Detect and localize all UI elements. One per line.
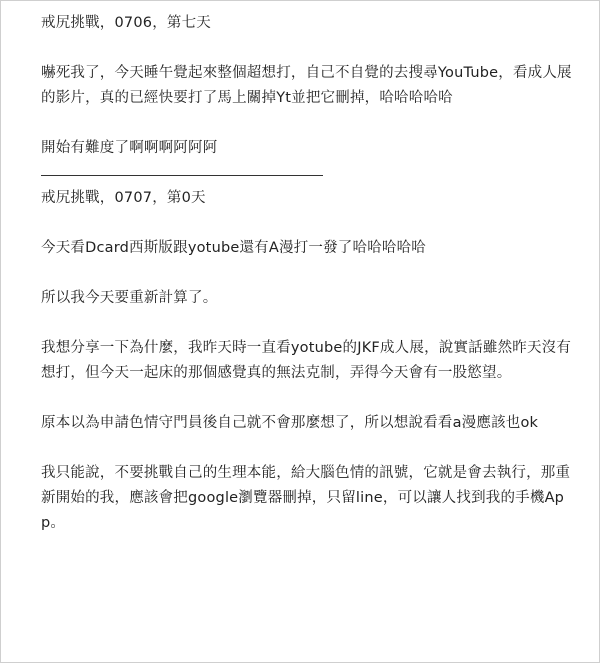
separator-line [41, 175, 323, 176]
paragraph-gap [41, 111, 579, 136]
paragraph-gap [41, 211, 579, 236]
paragraph-gatekeeper: 原本以為申請色情守門員後自己就不會那麼想了，所以想說看看a漫應該也ok [41, 415, 539, 431]
paragraph-gap [41, 261, 579, 286]
paragraph-0707-relapse: 今天看Dcard西斯版跟yotube還有A漫打一發了哈哈哈哈哈 [41, 240, 427, 256]
paragraph-recount: 所以我今天要重新計算了。 [41, 290, 218, 306]
paragraph-gap [41, 36, 579, 61]
diary-heading-0706: 戒尻挑戰，0706，第七天 [41, 15, 212, 31]
paragraph-gap [41, 386, 579, 411]
paragraph-reason: 我想分享一下為什麼，我昨天時一直看yotube的JKF成人展，說實話雖然昨天沒有想打，但今天一起床的那個感覺真的無法克制，弄得今天會有一股慾望。 [41, 340, 572, 381]
paragraph-conclusion: 我只能說，不要挑戰自己的生理本能，給大腦色情的訊號，它就是會去執行，那重新開始的我，應該會把google瀏覽器刪掉，只留line，可以讓人找到我的手機App。 [41, 465, 571, 531]
paragraph-0706-story: 嚇死我了，今天睡午覺起來整個超想打，自己不自覺的去搜尋YouTube，看成人展的影片，真的已經快要打了馬上關掉Yt並把它刪掉，哈哈哈哈哈 [41, 65, 572, 106]
paragraph-0706-difficulty: 開始有難度了啊啊啊阿阿阿 [41, 140, 218, 156]
diary-heading-0707: 戒尻挑戰，0707，第0天 [41, 190, 206, 206]
paragraph-gap [41, 311, 579, 336]
paragraph-gap [41, 436, 579, 461]
